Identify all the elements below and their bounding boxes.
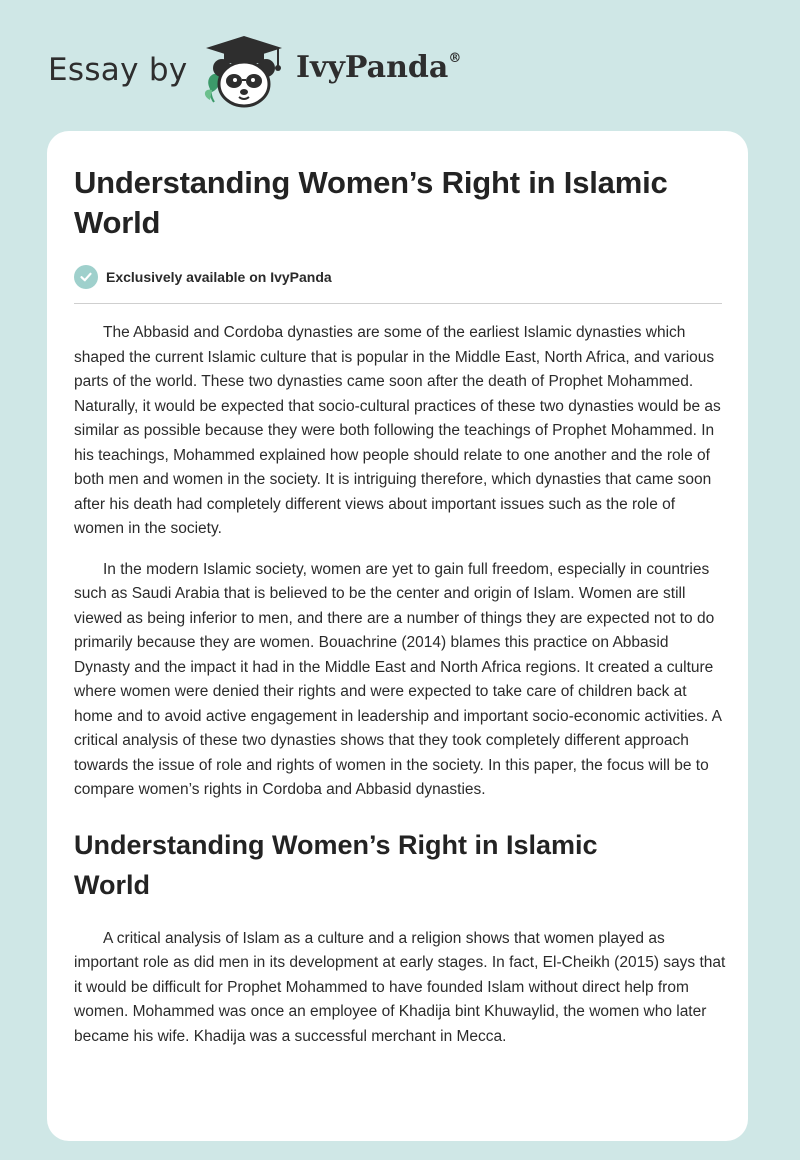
brand-name: IvyPanda® [296, 50, 462, 85]
panda-logo-icon [200, 34, 288, 110]
brand-prefix: Essay by [48, 52, 188, 88]
brand-header [48, 30, 548, 110]
check-icon [74, 265, 98, 289]
badge-label: Exclusively available on IvyPanda [106, 269, 332, 285]
paragraph: The Abbasid and Cordoba dynasties are some of the earliest Islamic dynasties which shaped the current Islamic culture that is popular in the Middle East, North Africa, and various parts of the world. These two dynasties came soon after the death of Prophet Mohammed. Naturally, it would be expected that socio-cultural practices of these two dynasties would be as similar as possible because they were both following the teachings of Prophet Mohammed. In his teachings, Mohammed explained how people should relate to one another and the role of both men and women in the society. It is intriguing therefore, which dynasties that came soon after his death had completely different views about important issues such as the role of women in the society. [74, 324, 721, 537]
section-heading: Understanding Women’s Right in Islamic World [74, 829, 598, 900]
article-body [74, 321, 726, 1065]
page-title: Understanding Women’s Right in Islamic World [74, 165, 668, 240]
essay-card [47, 131, 748, 1141]
exclusive-badge [74, 264, 332, 290]
divider [74, 303, 722, 304]
paragraph: In the modern Islamic society, women are yet to gain full freedom, especially in countries such as Saudi Arabia that is believed to be the center and origin of Islam. Women are still viewed as being inferior to men, and there are a number of things they are expected not to do primarily because they are women. Bouachrine (2014) blames this practice on Abbasid Dynasty and the impact it had in the Middle East and North Africa regions. It created a culture where women were denied their rights and were expected to take care of children back at home and to avoid active engagement in leadership and important socio-economic activities. A critical analysis of these two dynasties shows that they took completely different approach towards the issue of role and rights of women in the society. In this paper, the focus will be to compare women’s rights in Cordoba and Abbasid dynasties. [74, 560, 722, 798]
paragraph: A critical analysis of Islam as a culture and a religion shows that women played as important role as did men in its development at early stages. In fact, El-Cheikh (2015) says that it would be difficult for Prophet Mohammed to have founded Islam without direct help from women. Mohammed was once an employee of Khadija bint Khuwaylid, the women who later became his wife. Khadija was a successful merchant in Mecca. [74, 929, 726, 1045]
